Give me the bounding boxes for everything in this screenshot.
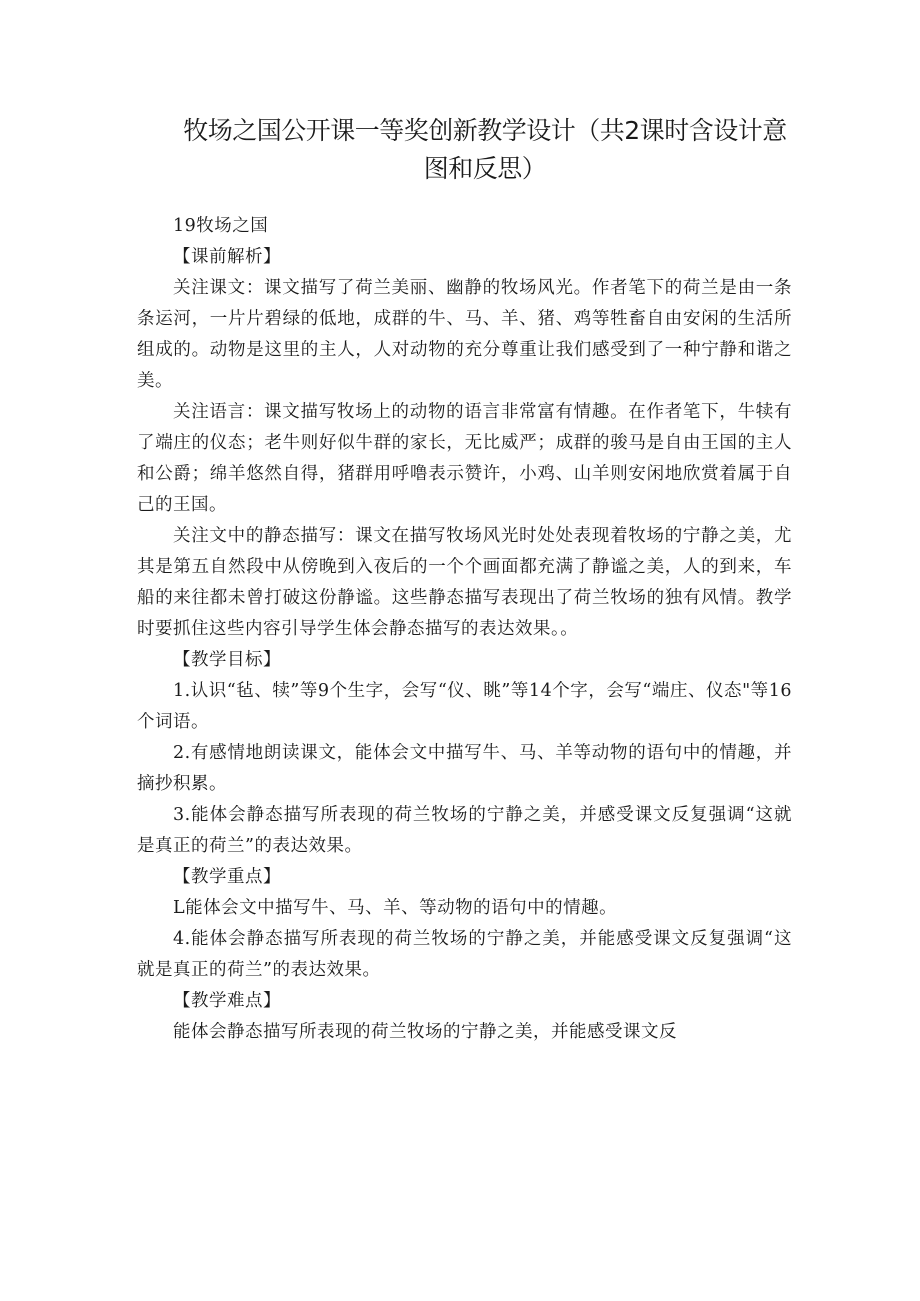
document-title (150, 112, 820, 188)
pre-analysis-paragraph: 关注语言：课文描写牧场上的动物的语言非常富有情趣。在作者笔下，牛犊有了端庄的仪态；老牛则好似牛群的家长，无比威严；成群的骏马是自由王国的主人和公爵；绵羊悠然自得，猪群用呼噜表示赞许，小鸡、山羊则安闲地欣赏着属于自己的王国。 (137, 402, 792, 515)
pre-analysis-heading: 【课前解析】 (173, 247, 281, 267)
title-line-1: 牧场之国公开课一等奖创新教学设计（共2课时含设计意 (183, 116, 787, 145)
pre-analysis-paragraph: 关注课文：课文描写了荷兰美丽、幽静的牧场风光。作者笔下的荷兰是由一条条运河，一片片碧绿的低地，成群的牛、马、羊、猪、鸡等牲畜自由安闲的生活所组成的。动物是这里的主人，人对动物的充分尊重让我们感受到了一种宁静和谐之美。 (137, 278, 792, 391)
goal-item: 1.认识“毡、犊”等9个生字，会写“仪、眺”等14个字，会写“端庄、仪态"等16个词语。 (137, 681, 792, 732)
lesson-name: 19牧场之国 (173, 216, 269, 236)
document-body (137, 211, 792, 1048)
difficulties-text: 能体会静态描写所表现的荷兰牧场的宁静之美，并能感受课文反 (173, 1022, 677, 1042)
key-point-item: 4.能体会静态描写所表现的荷兰牧场的宁静之美，并能感受课文反复强调“这就是真正的荷兰”的表达效果。 (137, 929, 792, 980)
key-point-item: L能体会文中描写牛、马、羊、等动物的语句中的情趣。 (173, 898, 618, 918)
goal-item: 3.能体会静态描写所表现的荷兰牧场的宁静之美，并感受课文反复强调“这就是真正的荷兰”的表达效果。 (137, 805, 792, 856)
key-points-heading: 【教学重点】 (173, 867, 281, 887)
goals-heading: 【教学目标】 (173, 650, 281, 670)
title-line-2: 图和反思） (423, 154, 547, 183)
pre-analysis-paragraph: 关注文中的静态描写：课文在描写牧场风光时处处表现着牧场的宁静之美，尤其是第五自然段中从傍晚到入夜后的一个个画面都充满了静谧之美，人的到来，车船的来往都未曾打破这份静谧。这些静态描写表现出了荷兰牧场的独有风情。教学时要抓住这些内容引导学生体会静态描写的表达效果。。 (137, 526, 792, 639)
difficulties-heading: 【教学难点】 (173, 991, 281, 1011)
goal-item: 2.有感情地朗读课文，能体会文中描写牛、马、羊等动物的语句中的情趣，并摘抄积累。 (137, 743, 792, 794)
